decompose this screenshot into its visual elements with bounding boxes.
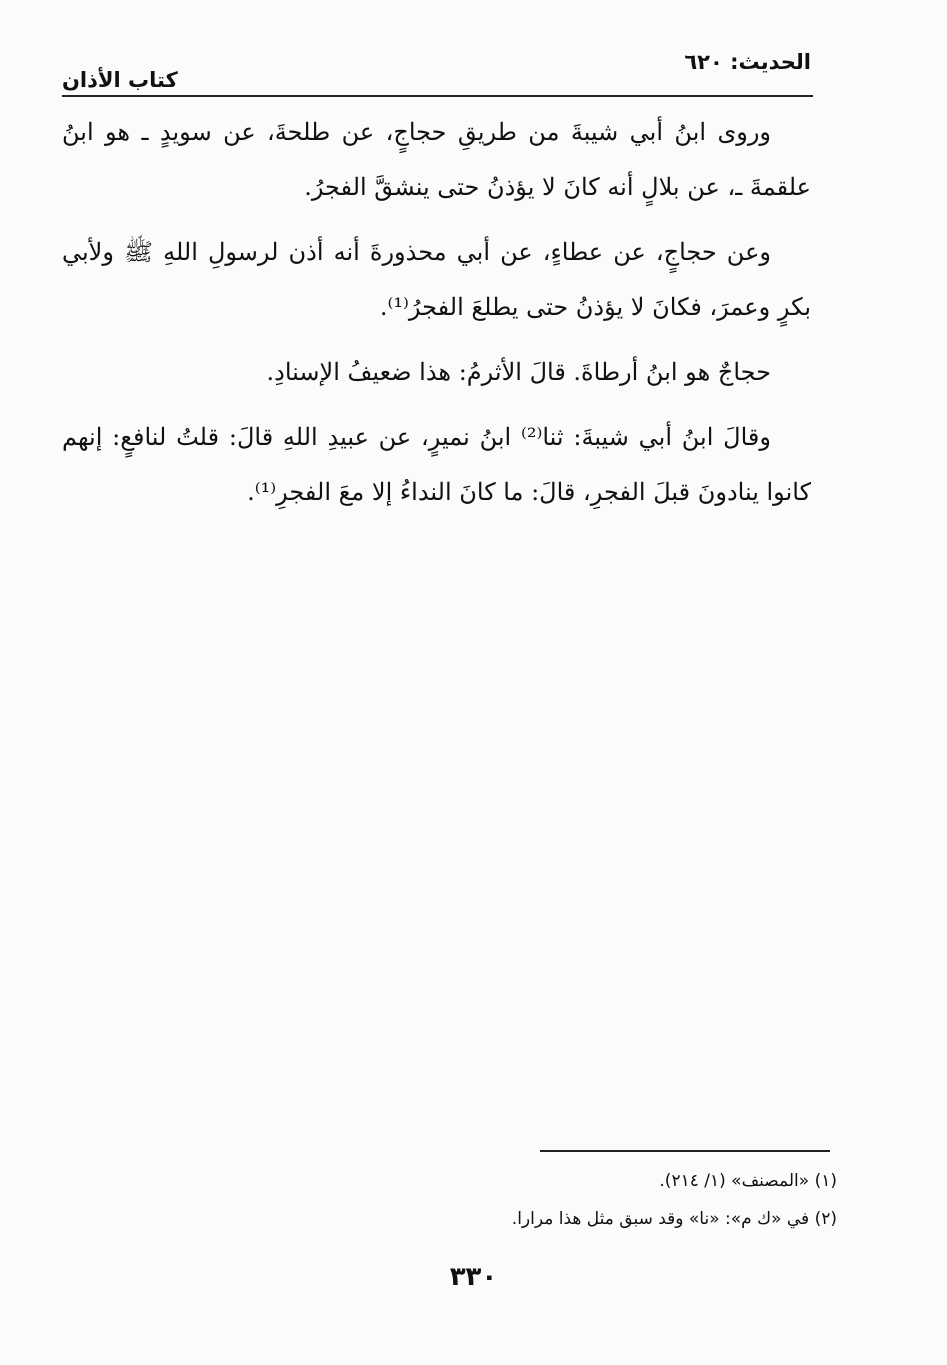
paragraph: وعن حجاجٍ، عن عطاءٍ، عن أبي محذورةَ أنه أذن لرسولِ اللهِ ﷺ ولأبي بكرٍ وعمرَ، فكانَ لا يؤذنُ حتى يطلعَ الفجرُ⁽¹⁾. xyxy=(62,238,811,321)
paragraph: وروى ابنُ أبي شيبةَ من طريقِ حجاجٍ، عن طلحةَ، عن سويدٍ ـ هو ابنُ علقمةَ ـ، عن بلالٍ أنه كانَ لا يؤذنُ حتى ينشقَّ الفجرُ. xyxy=(62,118,811,201)
main-text xyxy=(62,105,811,530)
paragraph: وقالَ ابنُ أبي شيبةَ: ثنا⁽²⁾ ابنُ نميرٍ، عن عبيدِ اللهِ قالَ: قلتُ لنافعٍ: إنهم كانوا ينادونَ قبلَ الفجرِ، قالَ: ما كانَ النداءُ إلا معَ الفجرِ⁽¹⁾. xyxy=(62,423,811,506)
hadith-number-label: الحديث: ٦٢٠ xyxy=(684,50,811,74)
footnote: (٢) في «ك م»: «نا» وقد سبق مثل هذا مرارا. xyxy=(511,1209,837,1229)
book-title: كتاب الأذان xyxy=(62,68,178,92)
header-divider xyxy=(62,95,813,97)
page-number: ٣٣٠ xyxy=(449,1262,498,1292)
footnotes xyxy=(300,1162,837,1238)
paragraph: حجاجٌ هو ابنُ أرطاةَ. قالَ الأثرمُ: هذا ضعيفُ الإسنادِ. xyxy=(266,358,771,386)
page-header xyxy=(62,48,811,94)
footnote-divider xyxy=(540,1150,830,1152)
footnote: (١) «المصنف» (١/ ٢١٤). xyxy=(659,1171,837,1191)
